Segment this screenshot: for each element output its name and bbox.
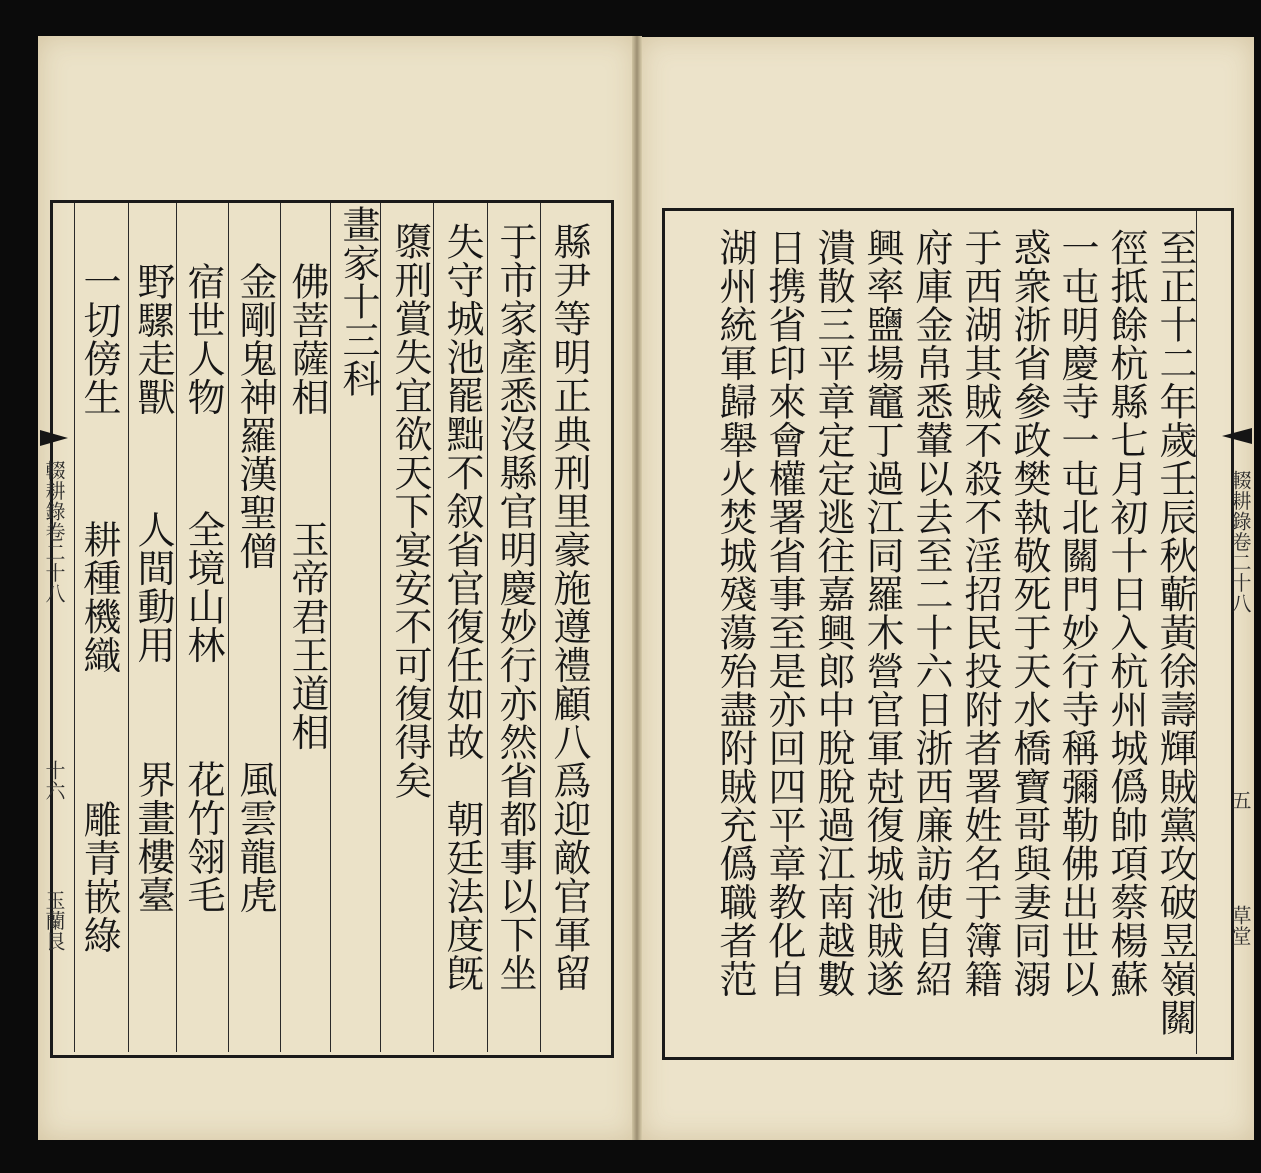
left-margin-title: 輟耕錄卷二十八 [42, 460, 66, 604]
right-text-column-1: 至正十二年歲壬辰秋蘄黃徐壽輝賊黨攻破昱嶺關 [1153, 228, 1197, 1037]
left-column-rule [540, 203, 541, 1052]
painting-category-upper: 宿世人物 [181, 262, 225, 416]
painting-category-middle: 耕種機織 [77, 520, 121, 674]
left-column-rule [128, 203, 129, 1052]
painting-category-upper: 佛菩薩相 [285, 262, 329, 416]
left-column-rule [176, 203, 177, 1052]
right-text-column-4: 惑衆浙省參政樊執敬死于天水橋寶哥與妻同溺 [1007, 228, 1051, 998]
right-margin-studio-name: 草堂 [1228, 905, 1252, 946]
right-text-column-9: 日携省印來會權署省事至是亦回四平章教化自 [762, 228, 806, 998]
left-text-column-3: 失守城池罷黜不叙省官復任如故 朝廷法度旣 [440, 222, 484, 992]
left-column-rule [228, 203, 229, 1052]
right-margin-title: 輟耕錄卷二十八 [1228, 470, 1252, 614]
painting-category-upper: 野騾走獸 [131, 262, 175, 416]
left-heading-column: 畫家十三科 [336, 205, 380, 398]
left-margin-marker [40, 430, 68, 446]
painting-category-middle: 玉帝君王道相 [285, 520, 329, 751]
painting-category-middle: 全境山林 [181, 510, 225, 664]
right-text-column-3: 一屯明慶寺一屯北關門妙行寺稱彌勒佛出世以 [1055, 228, 1099, 998]
right-text-column-8: 潰散三平章定定逃往嘉興郎中脫脫過江南越數 [811, 228, 855, 998]
book-gutter [632, 36, 642, 1140]
left-text-column-4: 隳刑賞失宜欲天下宴安不可復得矣 [388, 222, 432, 800]
left-column-rule [330, 203, 331, 1052]
left-text-column-1: 縣尹等明正典刑里豪施遵禮顧八爲迎敵官軍留 [547, 222, 591, 992]
painting-category-middle: 人間動用 [131, 510, 175, 664]
right-text-column-2: 徑抵餘杭縣七月初十日入杭州城僞帥項蔡楊蘇 [1104, 228, 1148, 998]
painting-category-lower: 雕青嵌綠 [77, 800, 121, 954]
right-text-column-10: 湖州統軍歸舉火焚城殘蕩殆盡附賊充僞職者范 [713, 228, 757, 998]
painting-category-lower: 界畫樓臺 [131, 760, 175, 914]
right-text-column-6: 府庫金帛悉輦以去至二十六日浙西廉訪使自紹 [909, 228, 953, 998]
right-margin-marker [1222, 428, 1252, 444]
painting-category-upper: 金剛鬼神羅漢聖僧 [233, 262, 277, 570]
left-margin-page-number: 十六 [42, 760, 66, 801]
left-margin-rule [74, 203, 75, 1052]
left-text-column-2: 于市家產悉沒縣官明慶妙行亦然省都事以下坐 [493, 222, 537, 992]
painting-category-upper: 一切傍生 [77, 262, 121, 416]
right-text-column-7: 興率鹽場竈丁過江同羅木營官軍尅復城池賊遂 [860, 228, 904, 998]
left-column-rule [380, 203, 381, 1052]
painting-category-lower: 花竹翎毛 [181, 760, 225, 914]
left-column-rule [487, 203, 488, 1052]
right-text-column-5: 于西湖其賊不殺不淫招民投附者署姓名于簿籍 [958, 228, 1002, 998]
left-margin-studio-name: 玉蘭艮 [42, 890, 66, 952]
painting-category-lower: 風雲龍虎 [233, 760, 277, 914]
left-column-rule [280, 203, 281, 1052]
right-margin-page-number: 五 [1228, 790, 1252, 811]
left-column-rule [433, 203, 434, 1052]
